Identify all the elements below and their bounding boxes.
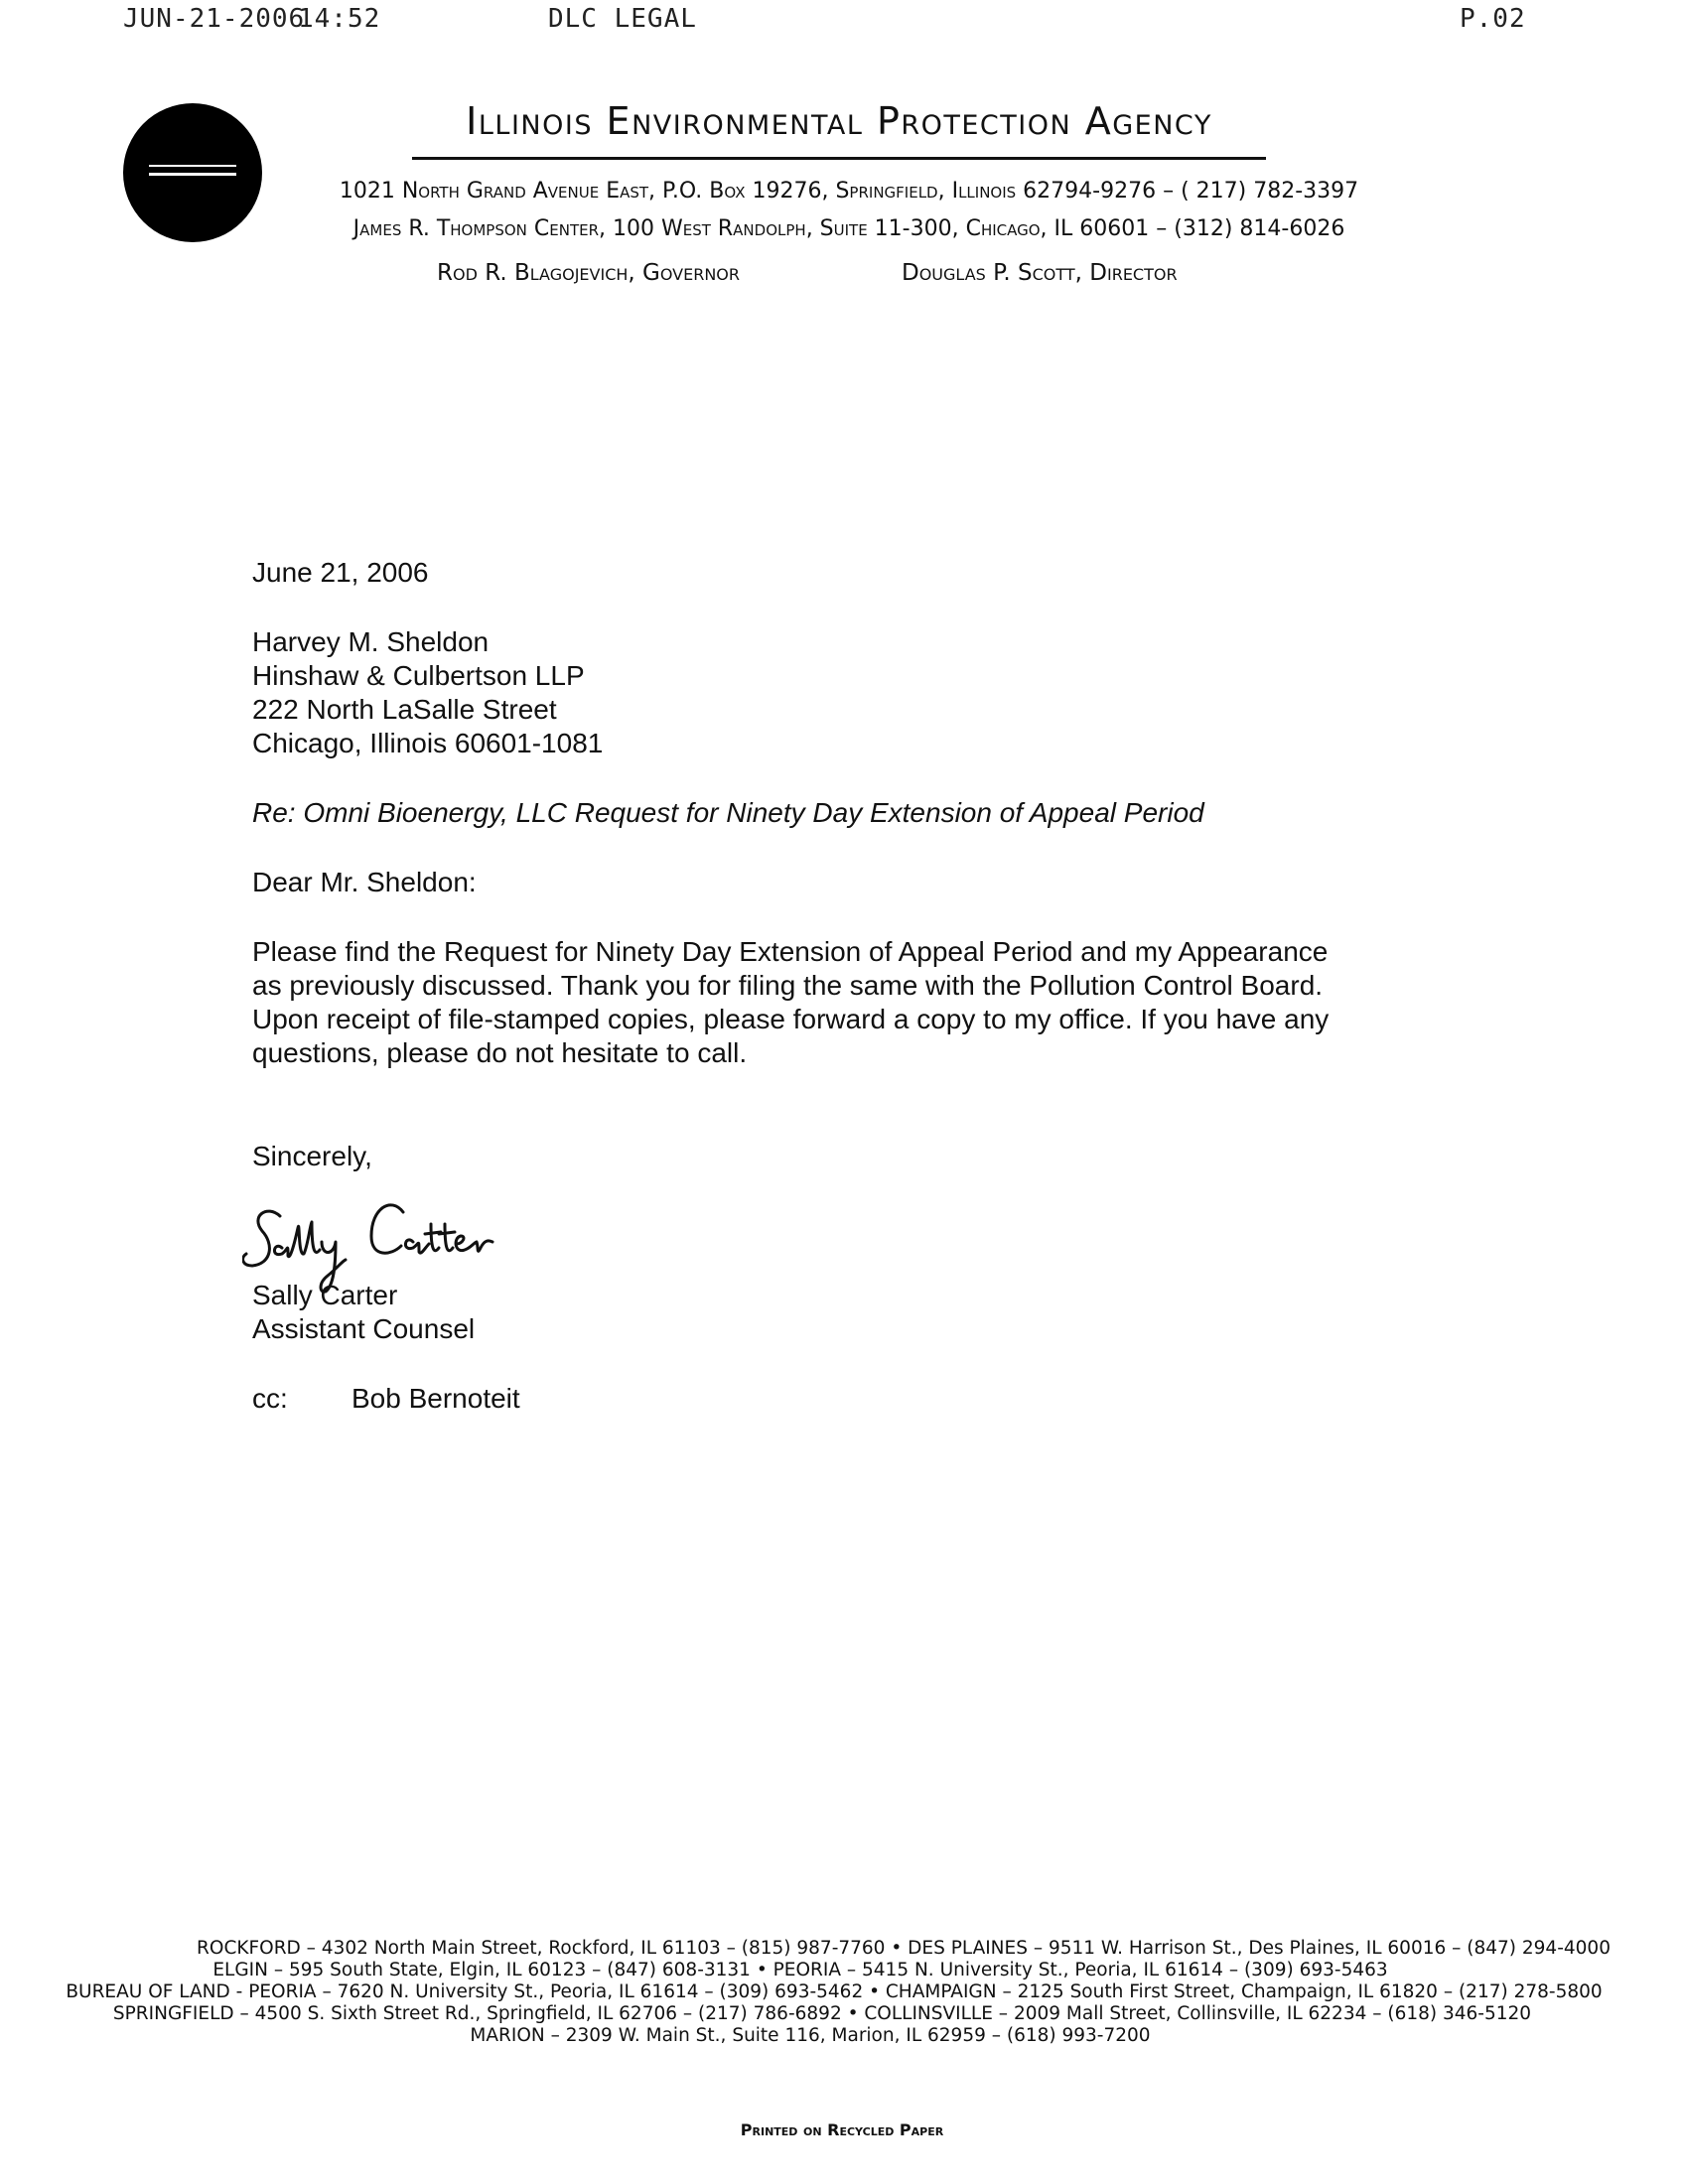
signature-image xyxy=(242,1186,530,1296)
fax-department: DLC LEGAL xyxy=(548,4,697,34)
letter-date: June 21, 2006 xyxy=(252,557,429,588)
agency-address-chicago: James R. Thompson Center, 100 West Randolph, Suite 11-300, Chicago, IL 60601 – (312) 814-6026 xyxy=(352,216,1345,241)
fax-time: 14:52 xyxy=(298,4,381,34)
agency-address-springfield: 1021 North Grand Avenue East, P.O. Box 19276, Springfield, Illinois 62794-9276 – ( 217) 782-3397 xyxy=(339,179,1359,204)
fax-date: JUN-21-2006 xyxy=(123,4,306,34)
footer-line: BUREAU OF LAND - PEORIA – 7620 N. University St., Peoria, IL 61614 – (309) 693-5462 • CHAMPAIGN – 2125 South First Street, Champaign, IL 61820 – (217) 278-5800 xyxy=(66,1981,1603,2002)
governor-name: Rod R. Blagojevich, Governor xyxy=(437,260,741,286)
regional-offices-footer xyxy=(0,1938,1684,2047)
cc-name: Bob Bernoteit xyxy=(351,1383,520,1414)
agency-name: Illinois Environmental Protection Agency xyxy=(466,99,1212,143)
recipient-street: 222 North LaSalle Street xyxy=(252,694,557,725)
printed-on-recycled-paper: Printed on Recycled Paper xyxy=(740,2120,944,2139)
signer-title: Assistant Counsel xyxy=(252,1313,476,1344)
recipient-firm: Hinshaw & Culbertson LLP xyxy=(252,660,585,691)
subject-line: Re: Omni Bioenergy, LLC Request for Ninety Day Extension of Appeal Period xyxy=(252,797,1204,828)
letterhead-divider xyxy=(412,157,1266,160)
body-line: Upon receipt of file-stamped copies, please forward a copy to my office. If you have any xyxy=(252,1004,1330,1034)
recipient-name: Harvey M. Sheldon xyxy=(252,626,490,657)
cc-label: cc: xyxy=(252,1383,288,1414)
director-name: Douglas P. Scott, Director xyxy=(902,260,1178,286)
closing: Sincerely, xyxy=(252,1141,372,1171)
recipient-city: Chicago, Illinois 60601-1081 xyxy=(252,728,604,758)
body-line: questions, please do not hesitate to call. xyxy=(252,1037,748,1068)
signer-name: Sally Carter xyxy=(252,1280,398,1310)
fax-page-number: P.02 xyxy=(1460,4,1526,34)
salutation: Dear Mr. Sheldon: xyxy=(252,867,477,897)
body-line: Please find the Request for Ninety Day Extension of Appeal Period and my Appearance xyxy=(252,936,1329,967)
footer-line: SPRINGFIELD – 4500 S. Sixth Street Rd., Springfield, IL 62706 – (217) 786-6892 • COLLINSVILLE – 2009 Mall Street, Collinsville, IL 62234 – (618) 346-5120 xyxy=(112,2003,1532,2024)
footer-line: ELGIN – 595 South State, Elgin, IL 60123 – (847) 608-3131 • PEORIA – 5415 N. University St., Peoria, IL 61614 – (309) 693-5463 xyxy=(212,1960,1388,1980)
body-line: as previously discussed. Thank you for filing the same with the Pollution Control Board. xyxy=(252,970,1324,1001)
footer-line: ROCKFORD – 4302 North Main Street, Rockford, IL 61103 – (815) 987-7760 • DES PLAINES – 9511 W. Harrison St., Des Plaines, IL 60016 – (847) 294-4000 xyxy=(197,1938,1611,1959)
footer-line: MARION – 2309 W. Main St., Suite 116, Marion, IL 62959 – (618) 993-7200 xyxy=(470,2025,1151,2046)
